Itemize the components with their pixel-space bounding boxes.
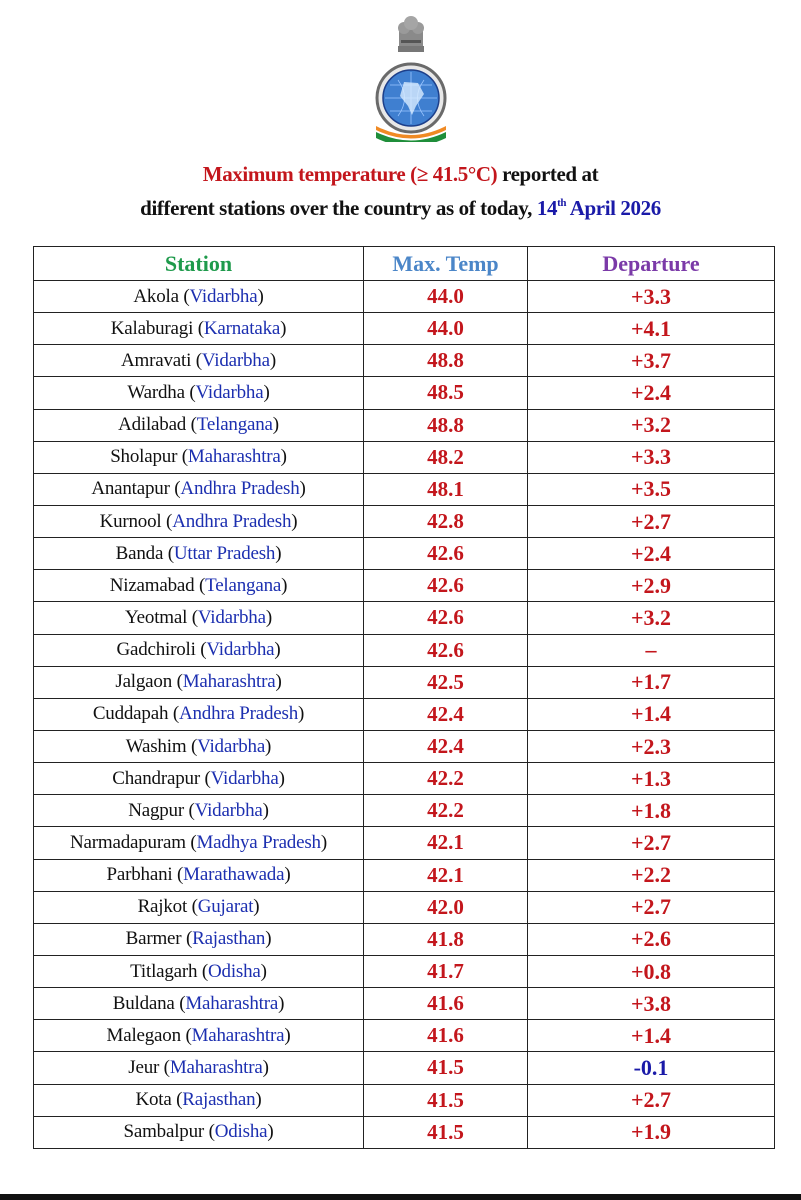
table-row xyxy=(34,955,775,987)
bottom-border xyxy=(0,1194,801,1200)
departure-cell: +1.4 xyxy=(528,698,775,730)
max-temp-cell: 42.6 xyxy=(364,602,528,634)
departure-cell: +2.9 xyxy=(528,570,775,602)
station-cell xyxy=(34,634,364,666)
table-row xyxy=(34,1052,775,1084)
max-temp-cell: 48.2 xyxy=(364,441,528,473)
station-cell xyxy=(34,1052,364,1084)
station-name: Nizamabad xyxy=(109,574,195,596)
report-date-month-year: April 2026 xyxy=(566,196,661,220)
region-open-paren: ( xyxy=(172,671,183,693)
region-open-paren: ( xyxy=(180,1024,192,1046)
region-name: Karnataka xyxy=(203,317,281,339)
column-header-max-temp: Max. Temp xyxy=(364,247,528,281)
departure-cell: +1.4 xyxy=(528,1020,775,1052)
max-temp-cell: 41.6 xyxy=(364,988,528,1020)
region-open-paren: ( xyxy=(161,510,173,532)
max-temp-cell: 48.8 xyxy=(364,345,528,377)
station-name: Parbhani xyxy=(106,864,173,886)
region-open-paren: ( xyxy=(171,1089,183,1111)
max-temp-cell: 48.1 xyxy=(364,473,528,505)
table-row xyxy=(34,345,775,377)
region-name: Odisha xyxy=(214,1121,268,1143)
region-close-paren: ) xyxy=(284,864,291,886)
table-body xyxy=(34,281,775,1149)
departure-cell: +2.3 xyxy=(528,730,775,762)
max-temp-cell: 41.5 xyxy=(364,1116,528,1148)
departure-cell: +2.7 xyxy=(528,505,775,537)
table-row xyxy=(34,666,775,698)
max-temp-cell: 41.6 xyxy=(364,1020,528,1052)
max-temp-cell: 44.0 xyxy=(364,313,528,345)
region-open-paren: ( xyxy=(191,349,202,371)
max-temp-cell: 42.4 xyxy=(364,698,528,730)
station-cell xyxy=(34,377,364,409)
station-cell xyxy=(34,730,364,762)
region-open-paren: ( xyxy=(181,928,193,950)
max-temp-cell: 41.8 xyxy=(364,923,528,955)
region-name: Odisha xyxy=(208,960,261,982)
max-temp-cell: 48.5 xyxy=(364,377,528,409)
departure-cell: +2.4 xyxy=(528,377,775,409)
departure-cell: +3.3 xyxy=(528,441,775,473)
table-row xyxy=(34,634,775,666)
station-name: Akola xyxy=(133,285,179,307)
station-name: Banda xyxy=(115,542,164,564)
region-name: Maharashtra xyxy=(191,1024,285,1046)
region-open-paren: ( xyxy=(172,864,184,886)
station-cell xyxy=(34,441,364,473)
station-name: Jeur xyxy=(128,1056,160,1078)
departure-cell: +1.8 xyxy=(528,795,775,827)
station-name: Jalgaon xyxy=(115,671,173,693)
max-temp-cell: 42.6 xyxy=(364,570,528,602)
station-cell xyxy=(34,955,364,987)
region-name: Vidarbha xyxy=(201,349,270,371)
region-close-paren: ) xyxy=(280,317,287,339)
station-cell xyxy=(34,1084,364,1116)
region-open-paren: ( xyxy=(187,606,198,628)
region-close-paren: ) xyxy=(257,285,264,307)
station-cell xyxy=(34,1020,364,1052)
region-close-paren: ) xyxy=(275,671,282,693)
region-open-paren: ( xyxy=(184,381,196,403)
departure-cell: +1.9 xyxy=(528,1116,775,1148)
region-close-paren: ) xyxy=(278,767,285,789)
station-name: Wardha xyxy=(127,381,185,403)
departure-cell: +2.7 xyxy=(528,827,775,859)
region-name: Andhra Pradesh xyxy=(172,510,292,532)
departure-cell: +2.2 xyxy=(528,859,775,891)
departure-cell: +3.8 xyxy=(528,988,775,1020)
report-date-day: 14 xyxy=(536,196,558,220)
region-open-paren: ( xyxy=(186,414,197,436)
region-name: Maharashtra xyxy=(185,992,279,1014)
station-name: Titlagarh xyxy=(130,960,198,982)
region-name: Uttar Pradesh xyxy=(173,542,276,564)
max-temp-cell: 42.8 xyxy=(364,505,528,537)
station-name: Cuddapah xyxy=(92,703,169,725)
region-name: Vidarbha xyxy=(195,381,264,403)
region-open-paren: ( xyxy=(186,735,198,757)
station-name: Amravati xyxy=(121,349,192,371)
station-cell xyxy=(34,281,364,313)
table-row xyxy=(34,538,775,570)
region-name: Vidarbha xyxy=(197,606,266,628)
region-name: Rajasthan xyxy=(182,1089,256,1111)
region-name: Andhra Pradesh xyxy=(180,478,300,500)
region-open-paren: ( xyxy=(185,831,197,853)
region-open-paren: ( xyxy=(197,960,209,982)
imd-emblem-icon xyxy=(368,10,454,142)
station-cell xyxy=(34,505,364,537)
region-close-paren: ) xyxy=(269,349,276,371)
max-temp-cell: 42.2 xyxy=(364,795,528,827)
departure-cell: – xyxy=(528,634,775,666)
region-close-paren: ) xyxy=(260,960,267,982)
max-temp-cell: 42.1 xyxy=(364,859,528,891)
table-row xyxy=(34,505,775,537)
table-row xyxy=(34,409,775,441)
max-temp-cell: 42.6 xyxy=(364,634,528,666)
region-name: Vidarbha xyxy=(210,767,279,789)
max-temp-cell: 44.0 xyxy=(364,281,528,313)
region-name: Gujarat xyxy=(197,896,254,918)
table-row xyxy=(34,1020,775,1052)
region-open-paren: ( xyxy=(178,285,190,307)
departure-cell: +2.7 xyxy=(528,891,775,923)
title-reported-at: reported at xyxy=(497,162,599,186)
region-close-paren: ) xyxy=(278,992,285,1014)
region-open-paren: ( xyxy=(169,478,181,500)
station-cell xyxy=(34,345,364,377)
region-name: Madhya Pradesh xyxy=(196,831,321,853)
region-close-paren: ) xyxy=(291,510,298,532)
table-row xyxy=(34,891,775,923)
region-name: Andhra Pradesh xyxy=(178,703,299,725)
report-date xyxy=(537,196,661,220)
table-row xyxy=(34,570,775,602)
region-close-paren: ) xyxy=(265,735,272,757)
region-open-paren: ( xyxy=(193,317,204,339)
region-close-paren: ) xyxy=(265,606,272,628)
station-name: Kurnool xyxy=(99,510,162,532)
region-open-paren: ( xyxy=(168,703,179,725)
max-temp-cell: 41.7 xyxy=(364,955,528,987)
region-close-paren: ) xyxy=(267,1121,274,1143)
max-temp-cell: 42.2 xyxy=(364,763,528,795)
departure-cell: +2.6 xyxy=(528,923,775,955)
table-row xyxy=(34,473,775,505)
region-open-paren: ( xyxy=(187,896,198,918)
station-cell xyxy=(34,859,364,891)
departure-cell: +4.1 xyxy=(528,313,775,345)
station-cell xyxy=(34,666,364,698)
station-cell xyxy=(34,570,364,602)
table-row xyxy=(34,377,775,409)
column-header-departure: Departure xyxy=(528,247,775,281)
region-name: Marathawada xyxy=(183,864,285,886)
max-temp-cell: 42.1 xyxy=(364,827,528,859)
table-header-row xyxy=(34,247,775,281)
station-name: Kalaburagi xyxy=(110,317,194,339)
departure-cell: +1.7 xyxy=(528,666,775,698)
station-cell xyxy=(34,602,364,634)
departure-cell: +0.8 xyxy=(528,955,775,987)
station-cell xyxy=(34,763,364,795)
region-name: Telangana xyxy=(196,414,273,436)
region-close-paren: ) xyxy=(272,414,279,436)
region-name: Vidarbha xyxy=(197,735,266,757)
table-row xyxy=(34,795,775,827)
region-name: Maharashtra xyxy=(187,446,281,468)
departure-cell: +3.2 xyxy=(528,409,775,441)
region-open-paren: ( xyxy=(204,1121,215,1143)
region-close-paren: ) xyxy=(263,381,270,403)
station-cell xyxy=(34,698,364,730)
max-temp-cell: 42.6 xyxy=(364,538,528,570)
region-open-paren: ( xyxy=(195,639,207,661)
table-row xyxy=(34,1116,775,1148)
report-title-line-2 xyxy=(0,196,801,221)
region-close-paren: ) xyxy=(284,1024,291,1046)
departure-cell: +3.3 xyxy=(528,281,775,313)
table-row xyxy=(34,602,775,634)
region-open-paren: ( xyxy=(159,1056,170,1078)
station-name: Gadchiroli xyxy=(116,639,196,661)
table-row xyxy=(34,313,775,345)
table-row xyxy=(34,988,775,1020)
region-name: Vidarbha xyxy=(194,799,263,821)
station-cell xyxy=(34,1116,364,1148)
station-name: Adilabad xyxy=(118,414,187,436)
region-close-paren: ) xyxy=(253,896,260,918)
column-header-station: Station xyxy=(34,247,364,281)
title-stations-text: different stations over the country as of today, xyxy=(140,196,537,220)
departure-cell: +3.7 xyxy=(528,345,775,377)
max-temp-cell: 41.5 xyxy=(364,1084,528,1116)
region-close-paren: ) xyxy=(299,478,306,500)
table-row xyxy=(34,441,775,473)
table-row xyxy=(34,827,775,859)
temperature-table xyxy=(33,246,775,1149)
station-cell xyxy=(34,313,364,345)
station-cell xyxy=(34,891,364,923)
departure-cell: +3.2 xyxy=(528,602,775,634)
region-close-paren: ) xyxy=(255,1089,262,1111)
max-temp-cell: 41.5 xyxy=(364,1052,528,1084)
region-name: Vidarbha xyxy=(189,285,258,307)
region-open-paren: ( xyxy=(177,446,188,468)
station-name: Kota xyxy=(135,1089,172,1111)
departure-cell: -0.1 xyxy=(528,1052,775,1084)
region-close-paren: ) xyxy=(280,446,287,468)
region-name: Maharashtra xyxy=(182,671,276,693)
station-cell xyxy=(34,988,364,1020)
region-name: Telangana xyxy=(205,574,282,596)
station-name: Malegaon xyxy=(106,1024,181,1046)
report-title-line-1 xyxy=(0,162,801,187)
region-close-paren: ) xyxy=(262,1056,269,1078)
station-cell xyxy=(34,409,364,441)
region-open-paren: ( xyxy=(184,799,195,821)
station-cell xyxy=(34,795,364,827)
max-temp-cell: 42.4 xyxy=(364,730,528,762)
station-cell xyxy=(34,923,364,955)
station-cell xyxy=(34,473,364,505)
station-name: Barmer xyxy=(125,928,182,950)
table-row xyxy=(34,923,775,955)
region-close-paren: ) xyxy=(262,799,269,821)
max-temp-cell: 42.0 xyxy=(364,891,528,923)
table-row xyxy=(34,1084,775,1116)
table-row xyxy=(34,730,775,762)
table-row xyxy=(34,763,775,795)
station-name: Narmadapuram xyxy=(70,831,186,853)
departure-cell: +2.4 xyxy=(528,538,775,570)
region-close-paren: ) xyxy=(298,703,305,725)
departure-cell: +2.7 xyxy=(528,1084,775,1116)
station-name: Nagpur xyxy=(128,799,184,821)
region-name: Maharashtra xyxy=(169,1056,263,1078)
region-open-paren: ( xyxy=(199,767,211,789)
departure-cell: +3.5 xyxy=(528,473,775,505)
station-name: Rajkot xyxy=(137,896,188,918)
region-close-paren: ) xyxy=(275,542,282,564)
station-name: Chandrapur xyxy=(112,767,200,789)
station-name: Yeotmal xyxy=(125,606,188,628)
region-open-paren: ( xyxy=(194,574,206,596)
max-temp-cell: 48.8 xyxy=(364,409,528,441)
table-row xyxy=(34,698,775,730)
station-name: Sholapur xyxy=(110,446,178,468)
region-close-paren: ) xyxy=(274,639,281,661)
departure-cell: +1.3 xyxy=(528,763,775,795)
table-row xyxy=(34,859,775,891)
title-temperature-threshold: Maximum temperature (≥ 41.5°C) xyxy=(202,162,498,186)
station-name: Anantapur xyxy=(91,478,170,500)
region-name: Vidarbha xyxy=(206,639,275,661)
region-open-paren: ( xyxy=(163,542,174,564)
region-close-paren: ) xyxy=(265,928,272,950)
report-date-suffix: th xyxy=(557,197,567,209)
station-cell xyxy=(34,827,364,859)
station-name: Sambalpur xyxy=(123,1121,205,1143)
max-temp-cell: 42.5 xyxy=(364,666,528,698)
region-open-paren: ( xyxy=(174,992,186,1014)
region-close-paren: ) xyxy=(281,574,288,596)
region-close-paren: ) xyxy=(320,831,327,853)
region-name: Rajasthan xyxy=(192,928,266,950)
station-cell xyxy=(34,538,364,570)
station-name: Washim xyxy=(125,735,187,757)
station-name: Buldana xyxy=(112,992,175,1014)
table-row xyxy=(34,281,775,313)
